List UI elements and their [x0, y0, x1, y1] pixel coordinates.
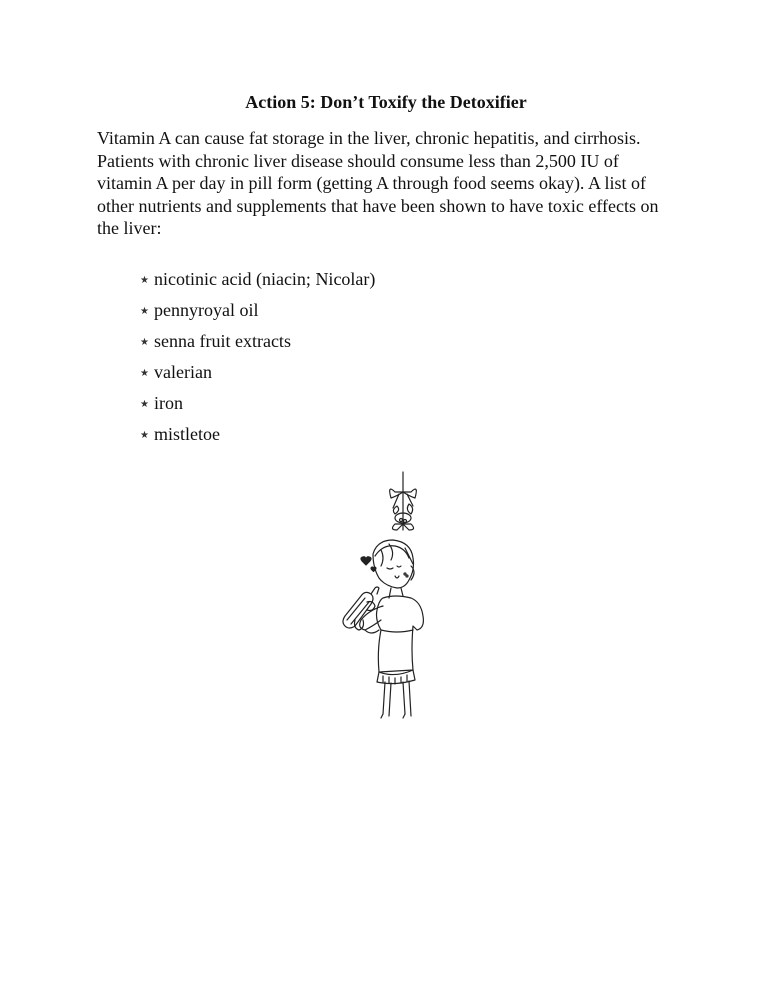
list-item	[140, 330, 375, 361]
star-icon: ★	[140, 399, 149, 410]
list-item-label: mistletoe	[154, 424, 220, 444]
star-icon: ★	[140, 306, 149, 317]
list-item-label: iron	[154, 393, 183, 413]
list-item-label: pennyroyal oil	[154, 300, 259, 320]
intro-paragraph: Vitamin A can cause fat storage in the liver, chronic hepatitis, and cirrhosis. Patients with chronic liver disease should consume less than 2,500 IU of vitamin A per day in pill form (getting A through food seems okay). A list of other nutrients and supplements that have been shown to have toxic effects on the liver:	[97, 128, 659, 238]
toxic-supplements-list	[140, 268, 375, 454]
star-icon: ★	[140, 430, 149, 441]
list-item	[140, 361, 375, 392]
star-icon: ★	[140, 275, 149, 286]
list-item	[140, 423, 375, 454]
list-item-label: valerian	[154, 362, 212, 382]
star-icon: ★	[140, 337, 149, 348]
list-item-label: nicotinic acid (niacin; Nicolar)	[154, 269, 376, 289]
list-item	[140, 268, 375, 299]
section-heading: Action 5: Don’t Toxify the Detoxifier	[245, 92, 527, 112]
list-item-label: senna fruit extracts	[154, 331, 291, 351]
list-item	[140, 392, 375, 423]
star-icon: ★	[140, 368, 149, 379]
mistletoe-icon	[390, 472, 417, 530]
girl-under-mistletoe-drawing	[325, 470, 445, 720]
list-item	[140, 299, 375, 330]
